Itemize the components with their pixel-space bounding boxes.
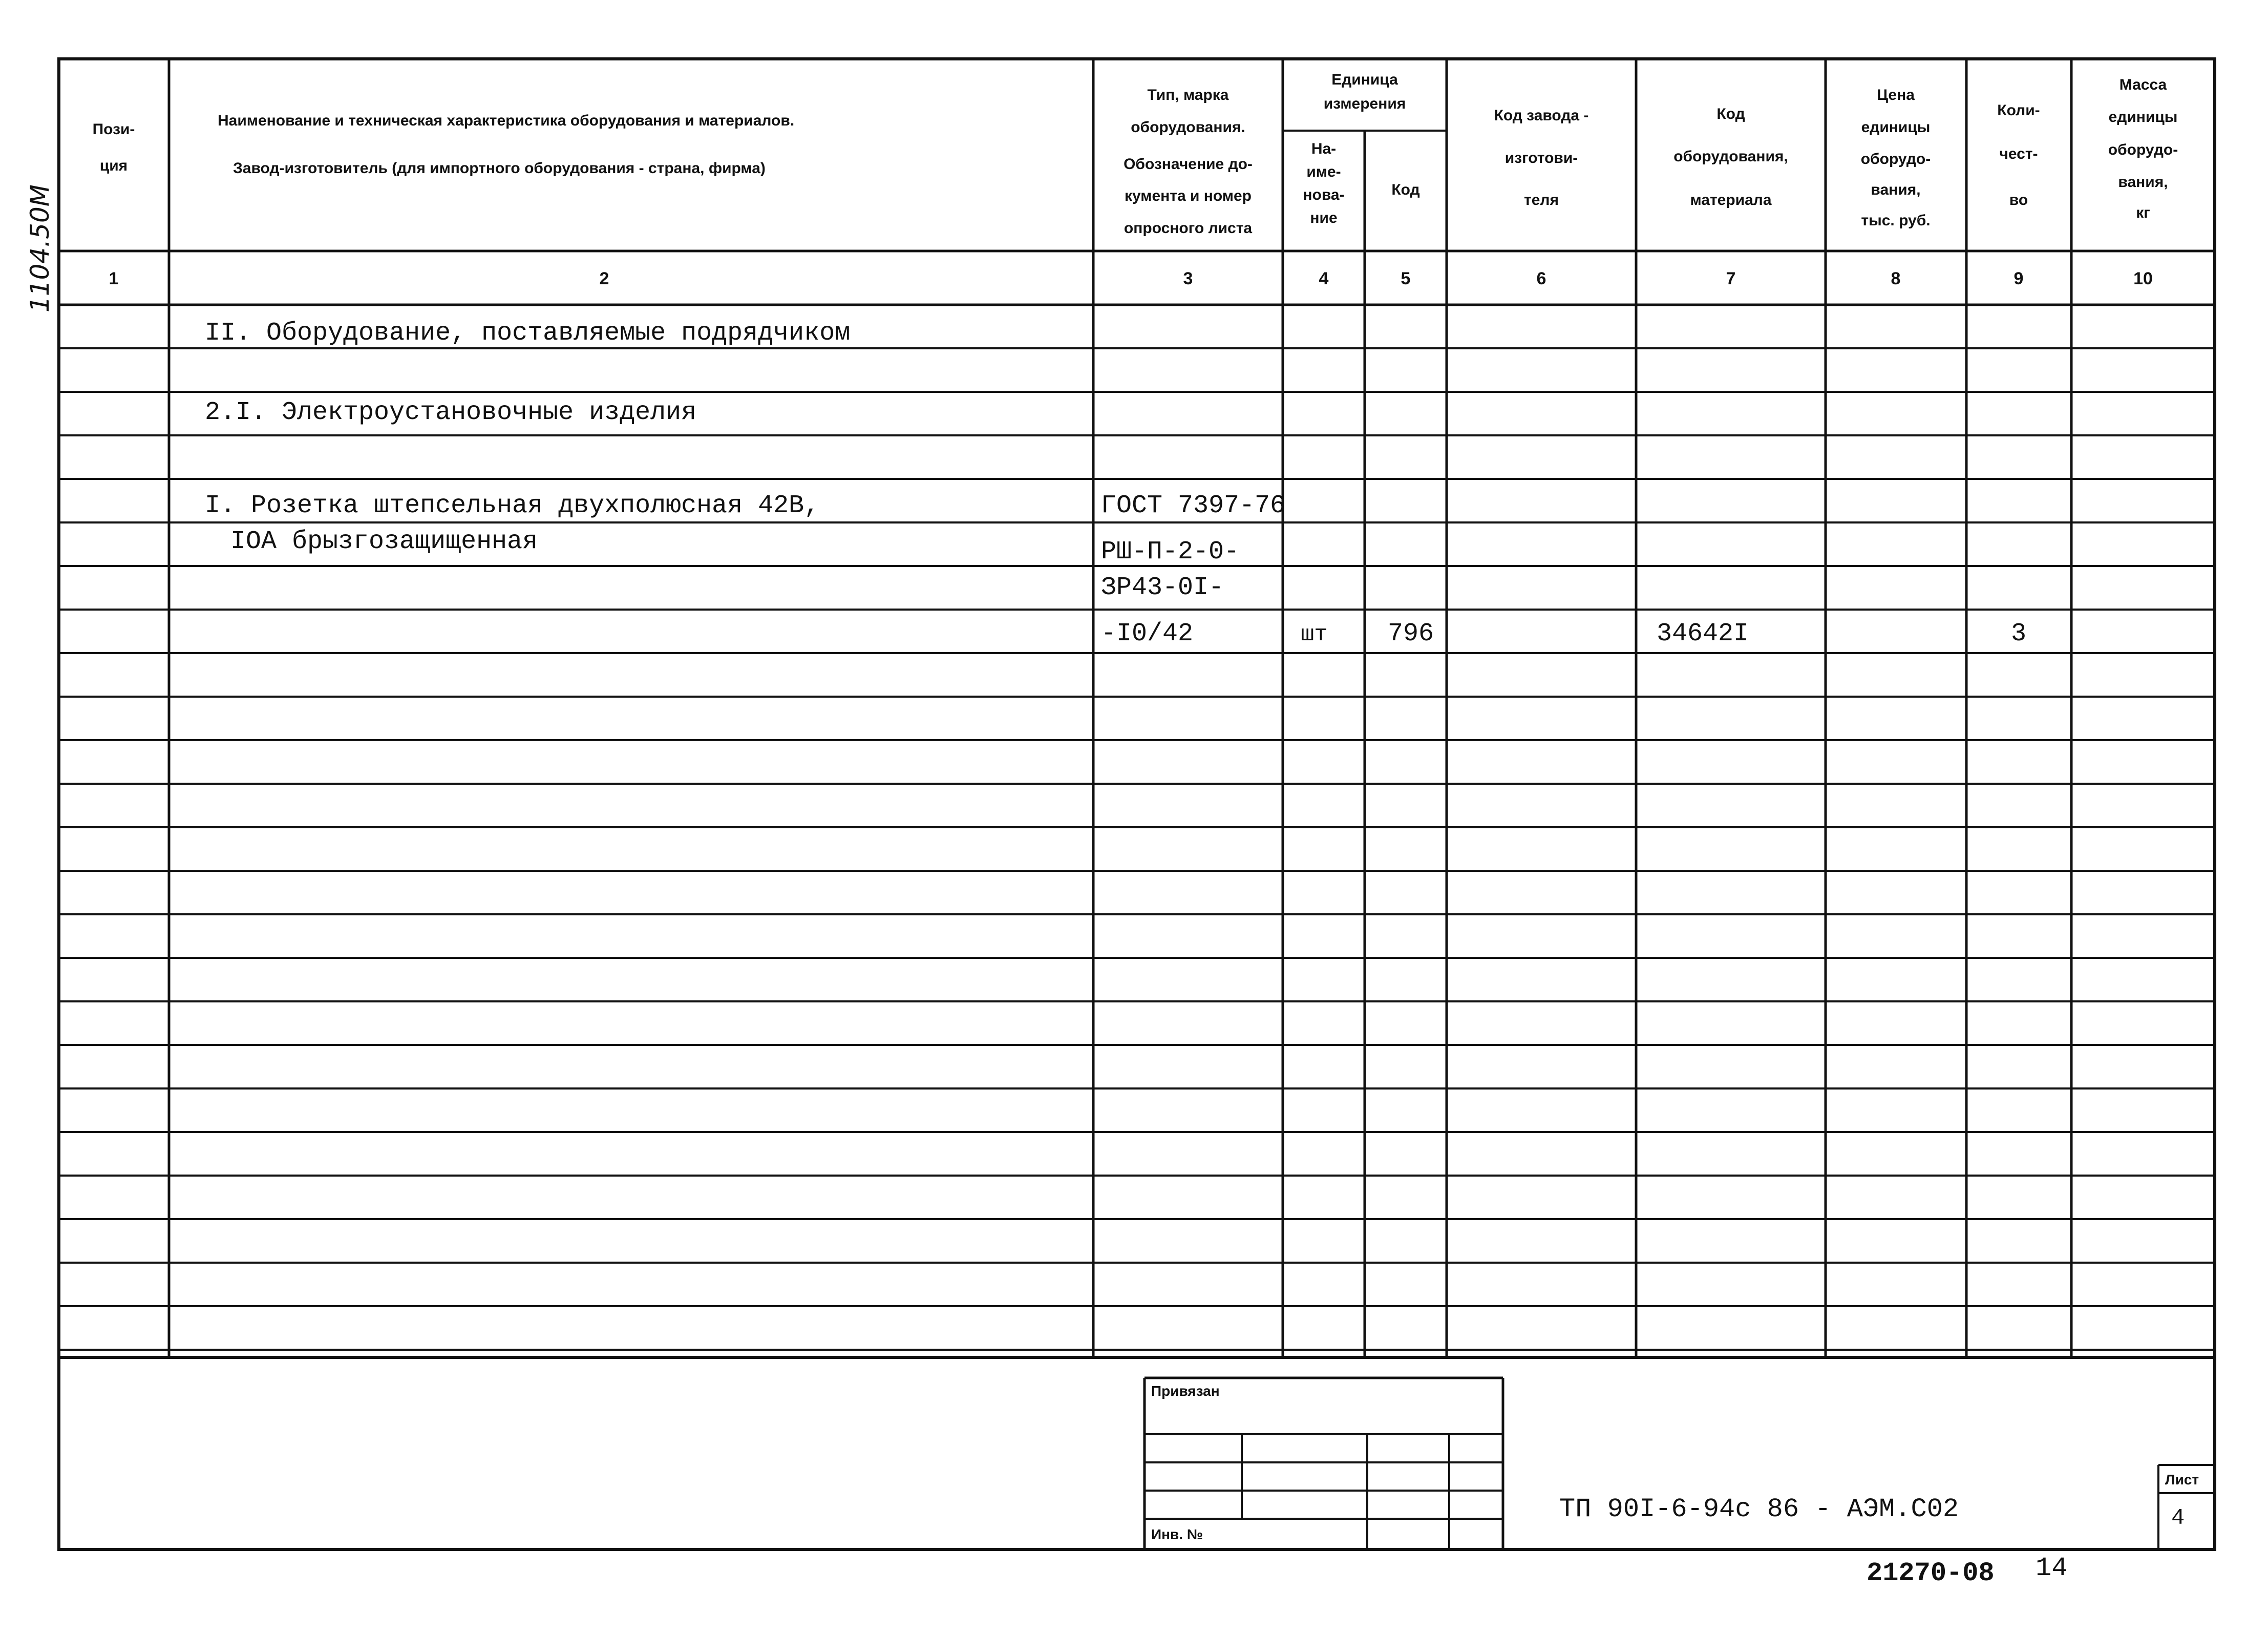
sheet-number: 4 <box>2171 1505 2185 1531</box>
column-number: 9 <box>2013 269 2024 288</box>
header-mass-5: кг <box>2136 204 2150 221</box>
type-mark-line-2: РШ-П-2-0- <box>1101 537 1240 567</box>
unit-code: 796 <box>1388 619 1434 648</box>
header-manufacturer: Завод-изготовитель (для импортного оборудования - страна, фирма) <box>233 160 766 177</box>
header-unit-name-2: име- <box>1306 163 1341 180</box>
column-numbers <box>109 269 2153 288</box>
section-heading: II. Оборудование, поставляемые подрядчиком <box>205 319 851 348</box>
unit-name: шт <box>1301 622 1328 647</box>
sheet-label: Лист <box>2165 1472 2199 1488</box>
column-number: 2 <box>599 269 609 288</box>
header-unit-code: Код <box>1391 181 1420 198</box>
header-type-5: опросного листа <box>1124 220 1253 237</box>
inventory-number-label: Инв. № <box>1151 1526 1203 1542</box>
column-number: 4 <box>1319 269 1329 288</box>
header-unit-group-1: Единица <box>1331 71 1398 88</box>
header-mass-4: вания, <box>2118 174 2168 191</box>
header-type-4: кумента и номер <box>1124 187 1252 204</box>
header-mass-2: единицы <box>2108 109 2178 125</box>
header-position: Пози- <box>92 121 135 138</box>
header-unit-name-4: ние <box>1310 210 1338 226</box>
column-number: 5 <box>1401 269 1411 288</box>
header-factory-code-1: Код завода - <box>1494 107 1589 124</box>
header-equipment-code-2: оборудования, <box>1673 148 1788 165</box>
header-quantity-2: чест- <box>1999 145 2038 162</box>
quantity: 3 <box>2010 619 2027 648</box>
header-type-1: Тип, марка <box>1147 87 1229 103</box>
header-price-3: оборудо- <box>1860 151 1931 167</box>
header-text <box>93 71 2178 237</box>
header-price-1: Цена <box>1877 87 1915 103</box>
type-mark-line-3: ЗР43-0I- <box>1101 573 1224 602</box>
table-body <box>205 319 2026 648</box>
header-price-5: тыс. руб. <box>1861 212 1931 229</box>
header-mass-1: Масса <box>2119 76 2167 93</box>
equipment-code: 34642I <box>1657 619 1749 648</box>
table-column-lines <box>169 59 2071 1357</box>
header-factory-code-2: изготови- <box>1504 150 1578 166</box>
column-number: 3 <box>1183 269 1193 288</box>
subsection-heading: 2.I. Электроустановочные изделия <box>205 398 697 427</box>
header-position-2: ция <box>99 157 128 174</box>
header-unit-name-3: нова- <box>1303 186 1345 203</box>
header-price-4: вания, <box>1871 181 1921 198</box>
archive-number: 21270-08 <box>1867 1558 1995 1588</box>
side-code: 1104.50М <box>25 184 55 312</box>
header-type-3: Обозначение до- <box>1124 156 1253 173</box>
privyazan-label: Привязан <box>1151 1383 1220 1399</box>
header-quantity-1: Коли- <box>1997 102 2040 119</box>
title-block <box>1144 1378 2215 1549</box>
header-factory-code-3: теля <box>1524 192 1559 208</box>
document-code: ТП 90I-6-94с 86 - АЭМ.С02 <box>1559 1494 1959 1524</box>
header-equipment-code-1: Код <box>1716 106 1745 122</box>
type-mark-line-1: ГОСТ 7397-76 <box>1101 491 1286 520</box>
column-number: 7 <box>1726 269 1736 288</box>
header-unit-name-1: На- <box>1311 140 1337 157</box>
header-unit-group-2: измерения <box>1323 95 1406 112</box>
item-name-line-2: IOA брызгозащищенная <box>230 527 538 556</box>
header-quantity-3: во <box>2009 192 2028 208</box>
column-number: 1 <box>109 269 119 288</box>
header-equipment-code-3: материала <box>1690 192 1772 208</box>
column-number: 6 <box>1536 269 1546 288</box>
header-type-2: оборудования. <box>1131 119 1245 136</box>
page-number: 14 <box>2036 1553 2068 1583</box>
item-name-line-1: I. Розетка штепсельная двухполюсная 42В, <box>205 491 820 520</box>
header-mass-3: оборудо- <box>2108 141 2178 158</box>
header-price-2: единицы <box>1861 119 1931 136</box>
type-mark-line-4: -I0/42 <box>1101 619 1194 648</box>
column-number: 10 <box>2133 269 2153 288</box>
header-name: Наименование и техническая характеристика оборудования и материалов. <box>218 112 795 129</box>
column-number: 8 <box>1891 269 1901 288</box>
